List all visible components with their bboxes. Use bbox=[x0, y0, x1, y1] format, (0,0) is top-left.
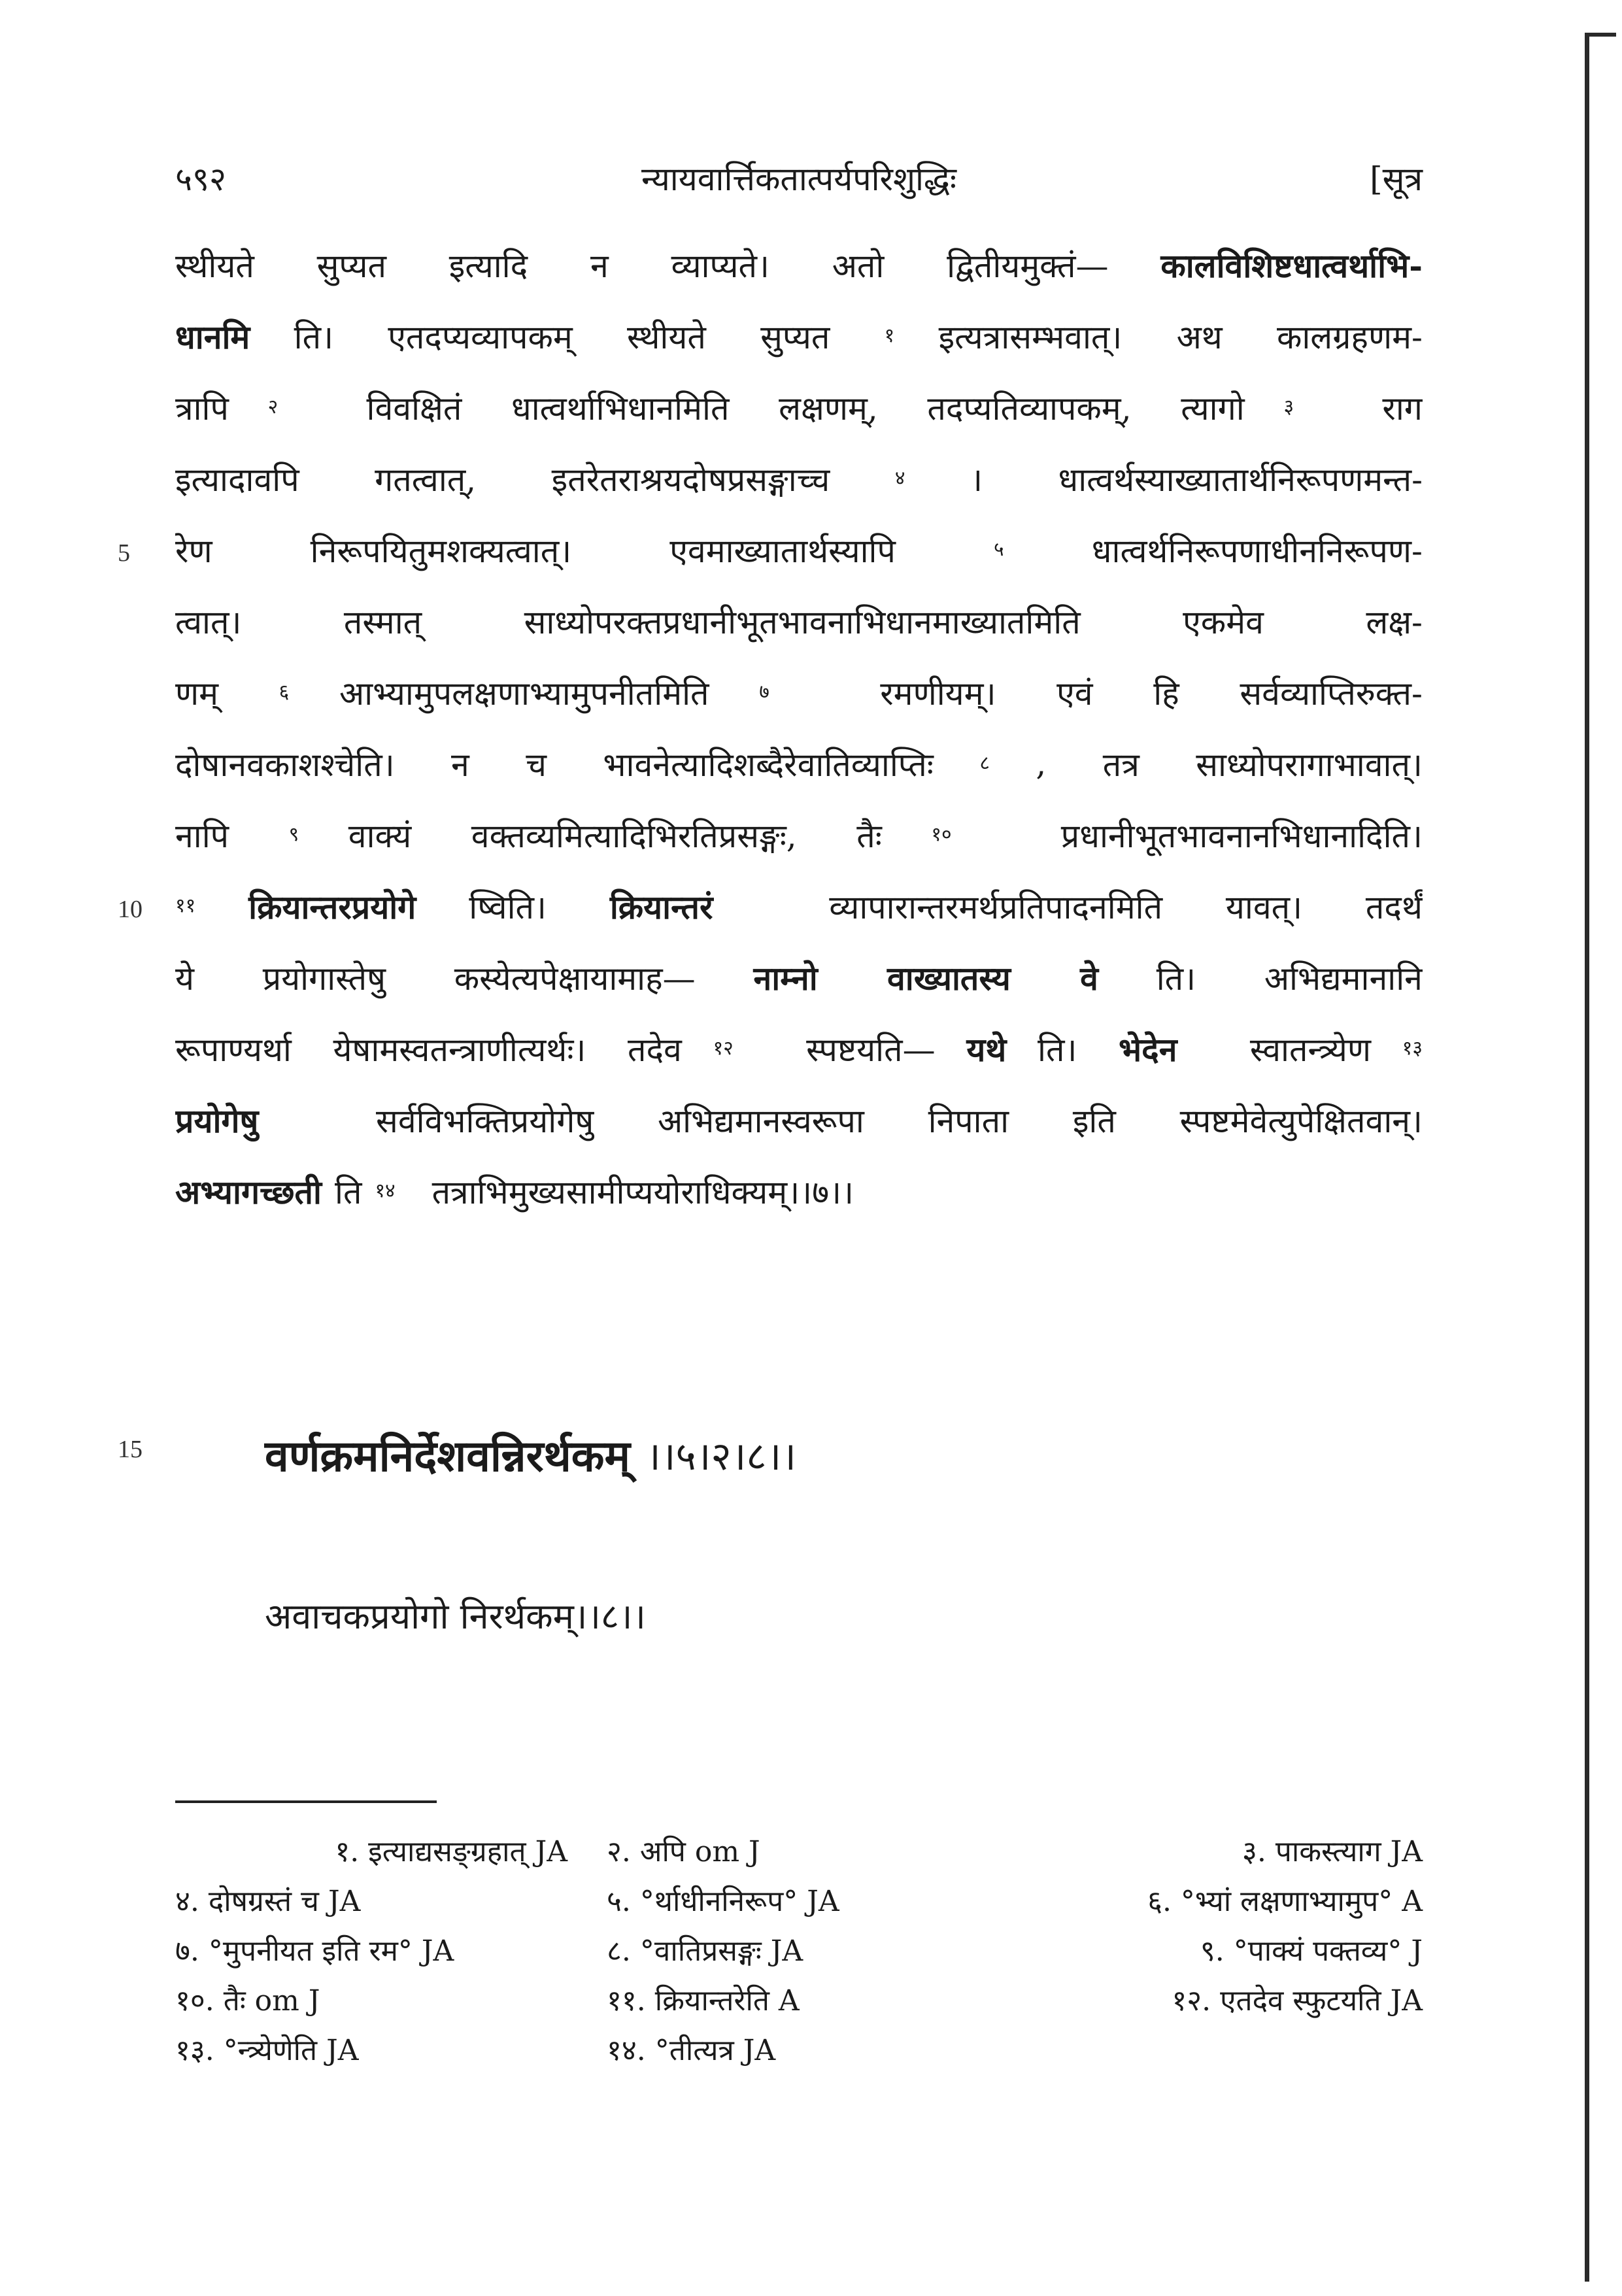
bold-term: धानमि bbox=[175, 318, 250, 356]
text-word: आभ्यामुपलक्षणाभ्यामुपनीतमिति bbox=[339, 675, 709, 713]
footnote-row bbox=[175, 1880, 1423, 1933]
text-word: तस्मात् bbox=[343, 603, 433, 641]
footnote-row bbox=[175, 2029, 1423, 2082]
footnote: १०. तैः om J bbox=[175, 1984, 320, 2017]
text-word: धात्वर्थनिरूपणाधीननिरूपण- bbox=[1091, 532, 1423, 570]
footnote: १२. एतदेव स्फुटयति JA bbox=[1172, 1984, 1423, 2017]
text-word: रमणीयम्। bbox=[880, 675, 1007, 713]
text-line: दोषानवकाशश्चेति। न च भावनेत्यादिशब्दैरेवातिव्याप्तिः ८ , तत्र साध्योपरागाभावात्। bbox=[175, 728, 1423, 800]
text-word: रूपाण्यर्था bbox=[175, 1031, 302, 1069]
text-word bbox=[764, 1030, 775, 1068]
text-word: तत्राभिमुख्यसामीप्ययोराधिक्यम्।।७।। bbox=[431, 1173, 854, 1211]
line-number: 10 bbox=[118, 896, 143, 923]
text-word bbox=[820, 673, 830, 711]
footnote-row bbox=[175, 1831, 1423, 1883]
text-word: दोषानवकाशश्चेति। bbox=[175, 746, 405, 784]
text-line: अभ्यागच्छती ति १४ तत्राभिमुख्यसामीप्ययोराधिक्यम्।।७।। bbox=[175, 1155, 1423, 1227]
text-word bbox=[1001, 816, 1011, 854]
scan-edge bbox=[1585, 33, 1589, 2282]
footnote: ५. °र्थाधीननिरूप° JA bbox=[607, 1885, 839, 1918]
bold-term: भेदेन bbox=[1119, 1030, 1177, 1069]
text-word: गतत्वात्, bbox=[375, 461, 487, 499]
text-word: त्यागो bbox=[1181, 390, 1245, 428]
text-word: अतो bbox=[832, 247, 895, 285]
line-number: 5 bbox=[118, 539, 130, 567]
text-word: हि bbox=[1153, 675, 1190, 713]
text-word: एतदप्यव्यापकम् bbox=[388, 318, 583, 356]
text-word: ति। bbox=[1156, 960, 1207, 998]
text-word: न bbox=[451, 746, 480, 784]
text-word: स्थीयते bbox=[175, 247, 265, 285]
text-word: ति। bbox=[294, 318, 344, 356]
text-word: ति। bbox=[1038, 1031, 1088, 1069]
text-word: भावनेत्यादिशब्दैरेवातिव्याप्तिः bbox=[603, 746, 934, 784]
text-word: तत्र bbox=[1102, 746, 1150, 784]
text-word: लक्षणम्, bbox=[779, 390, 888, 428]
bold-term: क्रियान्तरं bbox=[609, 888, 713, 926]
text-line: नापि ९ वाक्यं वक्तव्यमित्यादिभिरतिप्रसङ्गः, तैः १० प्रधानीभूतभावनानभिधानादिति। bbox=[175, 799, 1423, 871]
text-word: ये bbox=[175, 960, 205, 998]
bold-term: वाख्यातस्य bbox=[887, 959, 1022, 998]
footnote: १. इत्याद्यसङ्ग्रहात् JA bbox=[335, 1835, 567, 1868]
text-word: नापि bbox=[175, 817, 239, 855]
text-word: तदप्यतिव्यापकम्, bbox=[927, 390, 1142, 428]
text-word: ष्विति। bbox=[469, 888, 557, 926]
text-line bbox=[175, 1084, 1423, 1156]
text-word: च bbox=[526, 746, 557, 784]
text-word: स्वातन्त्र्येण bbox=[1249, 1031, 1372, 1069]
text-line bbox=[175, 941, 1423, 1013]
text-word: त्वात्। bbox=[175, 603, 252, 641]
text-word: कस्येत्यपेक्षायामाह— bbox=[454, 960, 696, 998]
text-line bbox=[175, 585, 1423, 657]
text-word: सुप्यत bbox=[316, 247, 397, 285]
text-word: निरूपयितुमशक्यत्वात्। bbox=[310, 532, 583, 570]
text-word: एवं bbox=[1056, 675, 1104, 713]
text-line: इत्यादावपि गतत्वात्, इतरेतराश्रयदोषप्रसङ्गाच्च ४ । धात्वर्थस्याख्यातार्थनिरूपणमन्त- bbox=[175, 443, 1423, 515]
text-word: द्वितीयमुक्तं— bbox=[947, 247, 1109, 285]
text-word: ति bbox=[335, 1173, 362, 1211]
text-word: कालग्रहणम- bbox=[1276, 318, 1423, 356]
text-word: णम् bbox=[175, 675, 229, 713]
footnote: २. अपि om J bbox=[607, 1835, 760, 1868]
text-word bbox=[409, 1172, 419, 1210]
sutra-number: ।।५।२।८।। bbox=[645, 1434, 797, 1479]
text-word: तैः bbox=[856, 817, 882, 855]
text-word: इतरेतराश्रयदोषप्रसङ्गाच्च bbox=[551, 461, 830, 499]
footnote: ३. पाकस्त्याग JA bbox=[1242, 1835, 1423, 1868]
text-word: अभिद्यमानस्वरूपा bbox=[657, 1102, 875, 1140]
text-word: स्पष्टमेवेत्युपेक्षितवान्। bbox=[1179, 1102, 1423, 1140]
text-word: प्रयोगास्तेषु bbox=[262, 960, 396, 998]
text-word: अथ bbox=[1176, 318, 1233, 356]
text-word: तदर्थं bbox=[1365, 888, 1423, 926]
footnote-row bbox=[175, 1980, 1423, 2032]
text-word: एवमाख्यातार्थस्यापि bbox=[669, 532, 906, 570]
text-word: सर्वविभक्तिप्रयोगेषु bbox=[376, 1102, 605, 1140]
text-word: स्थीयते bbox=[627, 318, 717, 356]
text-word: धात्वर्थाभिधानमिति bbox=[511, 390, 740, 428]
text-word: । bbox=[970, 461, 993, 499]
bhashya-text: अवाचकप्रयोगो निरर्थकम्।।८।। bbox=[265, 1596, 646, 1637]
text-word bbox=[1208, 1030, 1219, 1068]
text-line: रूपाण्यर्था येषामस्वतन्त्राणीत्यर्थः। तदेव १२ स्पष्टयति— यथे ति। भेदेन स्वातन्त्र्येण १३ bbox=[175, 1013, 1423, 1085]
text-word: प्रधानीभूतभावनानभिधानादिति। bbox=[1060, 817, 1423, 855]
text-word: वक्तव्यमित्यादिभिरतिप्रसङ्गः, bbox=[471, 817, 807, 855]
text-word: वाक्यं bbox=[348, 817, 422, 855]
text-word: इत्यत्रासम्भवात्। bbox=[938, 318, 1133, 356]
text-word: रेण bbox=[175, 532, 223, 570]
text-word: व्यापारान्तरमर्थप्रतिपादनमिति bbox=[829, 888, 1173, 926]
line-number: 15 bbox=[118, 1436, 143, 1463]
footnote-rule bbox=[175, 1800, 437, 1803]
text-word: लक्ष- bbox=[1366, 603, 1423, 641]
text-word: सर्वव्याप्तिरुक्त- bbox=[1240, 675, 1423, 713]
text-word: विवक्षितं bbox=[366, 390, 473, 428]
footnote: ४. दोषग्रस्तं च JA bbox=[175, 1885, 361, 1918]
footnote: ८. °वातिप्रसङ्गः JA bbox=[607, 1934, 803, 1968]
text-word: अभिद्यमानानि bbox=[1264, 960, 1423, 998]
footnote: ११. क्रियान्तरेति A bbox=[607, 1984, 800, 2017]
text-word: इति bbox=[1072, 1102, 1126, 1140]
text-word: स्पष्टयति— bbox=[806, 1031, 936, 1069]
footnote: १३. °न्त्र्येणेति JA bbox=[175, 2034, 359, 2067]
bold-term: कालविशिष्टधात्वर्थाभि- bbox=[1160, 246, 1423, 285]
text-line: धानमि ति। एतदप्यव्यापकम् स्थीयते सुप्यत १ इत्यत्रासम्भवात्। अथ कालग्रहणम- bbox=[175, 300, 1423, 372]
text-word: धात्वर्थस्याख्यातार्थनिरूपणमन्त- bbox=[1058, 461, 1423, 499]
bold-term: क्रियान्तरप्रयोगे bbox=[248, 888, 416, 926]
sutra-text: वर्णक्रमनिर्देशवन्निरर्थकम् bbox=[265, 1430, 630, 1481]
footnote: ६. °भ्यां लक्षणाभ्यामुप° A bbox=[1147, 1885, 1423, 1918]
text-word: एकमेव bbox=[1183, 603, 1274, 641]
text-line: त्रापि २ विवक्षितं धात्वर्थाभिधानमिति लक्षणम्, तदप्यतिव्यापकम्, त्यागो ३ राग bbox=[175, 371, 1423, 443]
text-word: इत्यादावपि bbox=[175, 461, 310, 499]
page-header bbox=[175, 149, 1423, 208]
bold-term: प्रयोगेषु bbox=[175, 1102, 259, 1140]
bold-term: नाम्नो bbox=[753, 959, 830, 998]
footnote-row bbox=[175, 1930, 1423, 1982]
text-word: इत्यादि bbox=[448, 247, 539, 285]
text-line: ११ क्रियान्तरप्रयोगे ष्विति। क्रियान्तरं व्यापारान्तरमर्थप्रतिपादनमिति यावत्। तदर्थं bbox=[175, 870, 1423, 942]
text-word: सुप्यत bbox=[760, 318, 841, 356]
running-title: न्यायवार्त्तिकतात्पर्यपरिशुद्धिः bbox=[641, 160, 956, 198]
section-label: [सूत्र bbox=[1370, 160, 1423, 198]
text-word: निपाता bbox=[928, 1102, 1019, 1140]
footnote: ७. °मुपनीयत इति रम° JA bbox=[175, 1934, 454, 1968]
text-word: येषामस्वतन्त्राणीत्यर्थः। bbox=[333, 1031, 597, 1069]
text-word bbox=[1333, 388, 1343, 426]
page-number: ५९२ bbox=[175, 160, 226, 198]
text-word bbox=[766, 887, 776, 925]
text-word: व्याप्यते। bbox=[671, 247, 780, 285]
text-word: न bbox=[590, 247, 619, 285]
text-word: साध्योपरागाभावात्। bbox=[1196, 746, 1423, 784]
text-word: त्रापि bbox=[175, 390, 229, 428]
text-line: रेण निरूपयितुमशक्यत्वात्। एवमाख्यातार्थस्यापि ५ धात्वर्थनिरूपणाधीननिरूपण- bbox=[175, 514, 1423, 586]
bold-term: वे bbox=[1080, 959, 1098, 998]
footnote: ९. °पाक्यं पक्तव्य° J bbox=[1200, 1934, 1423, 1968]
sutra-heading bbox=[265, 1419, 796, 1491]
text-word bbox=[317, 388, 328, 426]
scan-edge-top bbox=[1585, 33, 1616, 37]
text-line: णम् ६ आभ्यामुपलक्षणाभ्यामुपनीतमिति ७ रमणीयम्। एवं हि सर्वव्याप्तिरुक्त- bbox=[175, 656, 1423, 728]
text-word: यावत्। bbox=[1225, 888, 1313, 926]
text-word: , bbox=[1036, 745, 1057, 783]
text-line bbox=[175, 229, 1423, 301]
text-word: राग bbox=[1382, 390, 1423, 428]
bold-term: अभ्यागच्छती bbox=[175, 1173, 322, 1211]
text-word: तदेव bbox=[627, 1031, 682, 1069]
bold-term: यथे bbox=[966, 1030, 1007, 1069]
footnote: १४. °तीत्यत्र JA bbox=[607, 2034, 776, 2067]
text-word bbox=[312, 1101, 322, 1139]
text-word: साध्योपरक्तप्रधानीभूतभावनाभिधानमाख्यातमिति bbox=[524, 603, 1091, 641]
